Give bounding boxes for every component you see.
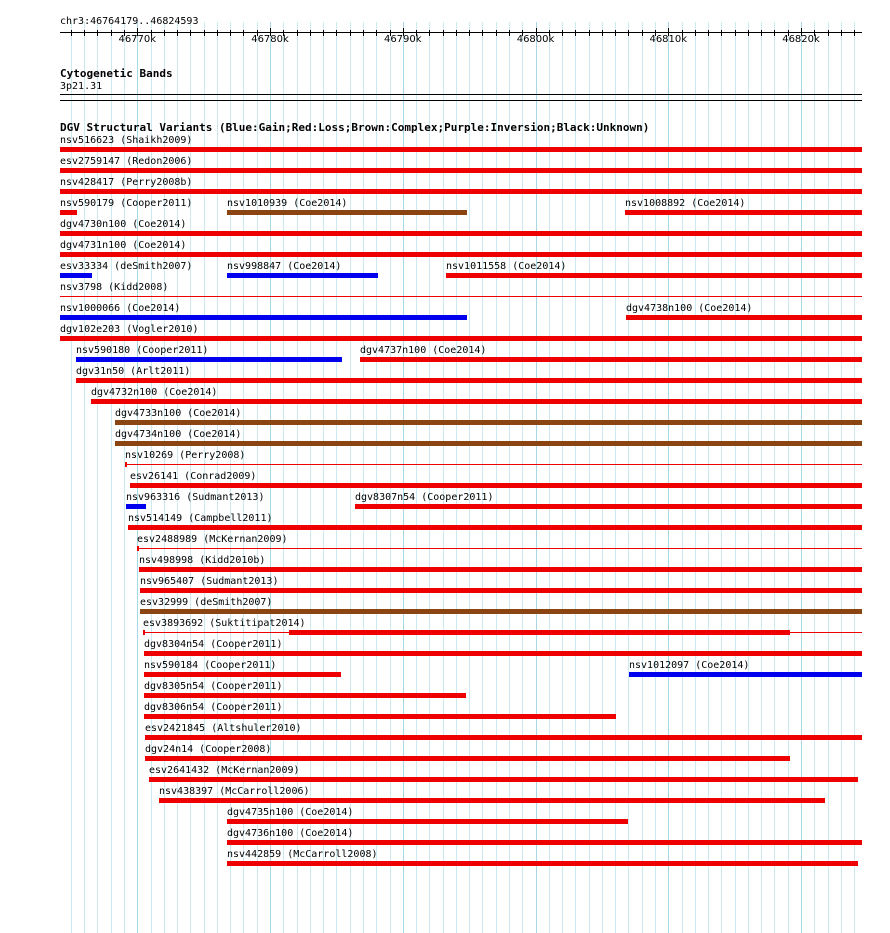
variant-bar[interactable] — [227, 861, 858, 866]
variant-label[interactable]: nsv998847 (Coe2014) — [227, 261, 342, 272]
variant-bar[interactable] — [227, 210, 466, 215]
cytoband-track-title: Cytogenetic Bands — [60, 67, 173, 80]
variant-bar[interactable] — [227, 840, 862, 845]
variant-line[interactable] — [125, 464, 862, 465]
variant-label[interactable]: nsv965407 (Sudmant2013) — [140, 576, 279, 587]
cytoband-bar-bottom — [60, 100, 862, 101]
variant-label[interactable]: nsv498998 (Kidd2010b) — [139, 555, 266, 566]
variant-line[interactable] — [137, 548, 862, 549]
variant-bar[interactable] — [60, 147, 862, 152]
ruler-tick-label: 46790k — [383, 34, 422, 45]
variant-label[interactable]: dgv8306n54 (Cooper2011) — [144, 702, 283, 713]
variant-bar[interactable] — [144, 693, 466, 698]
variant-label[interactable]: esv26141 (Conrad2009) — [130, 471, 257, 482]
variant-start-mark — [143, 630, 145, 635]
ruler-tick-label: 46820k — [782, 34, 820, 45]
variant-label[interactable]: dgv4737n100 (Coe2014) — [360, 345, 487, 356]
variant-label[interactable]: esv2759147 (Redon2006) — [60, 156, 193, 167]
variant-bar[interactable] — [145, 756, 790, 761]
variant-label[interactable]: nsv428417 (Perry2008b) — [60, 177, 193, 188]
variant-bar[interactable] — [227, 819, 628, 824]
variant-bar[interactable] — [60, 273, 92, 278]
variant-label[interactable]: esv2641432 (McKernan2009) — [149, 765, 300, 776]
variant-label[interactable]: nsv1010939 (Coe2014) — [227, 198, 348, 209]
variant-bar[interactable] — [130, 483, 862, 488]
variant-label[interactable]: dgv4738n100 (Coe2014) — [626, 303, 753, 314]
variant-label[interactable]: dgv8307n54 (Cooper2011) — [355, 492, 494, 503]
variant-label[interactable]: dgv8305n54 (Cooper2011) — [144, 681, 283, 692]
variant-label[interactable]: nsv442859 (McCarroll2008) — [227, 849, 378, 860]
variant-bar[interactable] — [626, 315, 862, 320]
variant-label[interactable]: esv33334 (deSmith2007) — [60, 261, 193, 272]
variant-bar[interactable] — [355, 504, 862, 509]
variant-label[interactable]: nsv438397 (McCarroll2006) — [159, 786, 310, 797]
ruler-tick-label: 46800k — [516, 34, 555, 45]
variant-bar[interactable] — [144, 714, 616, 719]
variant-bar[interactable] — [91, 399, 862, 404]
variant-label[interactable]: esv2488989 (McKernan2009) — [137, 534, 288, 545]
variant-label[interactable]: nsv590180 (Cooper2011) — [76, 345, 209, 356]
variant-bar[interactable] — [289, 630, 790, 635]
variant-bar[interactable] — [145, 735, 862, 740]
ruler-axis-line — [60, 32, 862, 33]
variant-bar[interactable] — [115, 420, 862, 425]
variant-start-mark — [137, 546, 139, 551]
variant-label[interactable]: nsv963316 (Sudmant2013) — [126, 492, 265, 503]
variant-label[interactable]: nsv516623 (Shaikh2009) — [60, 135, 193, 146]
variant-bar[interactable] — [60, 231, 862, 236]
variant-bar[interactable] — [629, 672, 862, 677]
variant-label[interactable]: nsv590184 (Cooper2011) — [144, 660, 277, 671]
variant-label[interactable]: dgv102e203 (Vogler2010) — [60, 324, 199, 335]
variant-label[interactable]: nsv1000066 (Coe2014) — [60, 303, 181, 314]
variant-label[interactable]: dgv31n50 (Arlt2011) — [76, 366, 191, 377]
variant-bar[interactable] — [76, 378, 862, 383]
variant-bar[interactable] — [60, 315, 467, 320]
ruler-tick-label: 46810k — [649, 34, 688, 45]
variant-bar[interactable] — [140, 588, 862, 593]
variant-bar[interactable] — [144, 651, 862, 656]
variant-label[interactable]: esv3893692 (Suktitipat2014) — [143, 618, 306, 629]
variant-bar[interactable] — [128, 525, 862, 530]
variant-bar[interactable] — [115, 441, 862, 446]
variant-label[interactable]: dgv4734n100 (Coe2014) — [115, 429, 242, 440]
variant-bar[interactable] — [159, 798, 825, 803]
variant-label[interactable]: nsv1008892 (Coe2014) — [625, 198, 746, 209]
variant-start-mark — [125, 462, 127, 467]
variant-bar[interactable] — [625, 210, 862, 215]
variant-label[interactable]: esv2421845 (Altshuler2010) — [145, 723, 302, 734]
variant-label[interactable]: nsv590179 (Cooper2011) — [60, 198, 193, 209]
dgv-track-title: DGV Structural Variants (Blue:Gain;Red:Loss;Brown:Complex;Purple:Inversion;Black:Unknown) — [60, 121, 650, 134]
variant-label[interactable]: dgv4733n100 (Coe2014) — [115, 408, 242, 419]
ruler-range-label: chr3:46764179..46824593 — [60, 16, 199, 27]
variant-label[interactable]: nsv10269 (Perry2008) — [125, 450, 246, 461]
variant-label[interactable]: nsv514149 (Campbell2011) — [128, 513, 273, 524]
variant-label[interactable]: dgv8304n54 (Cooper2011) — [144, 639, 283, 650]
variant-label[interactable]: dgv4736n100 (Coe2014) — [227, 828, 354, 839]
variant-bar[interactable] — [60, 210, 77, 215]
variant-label[interactable]: dgv24n14 (Cooper2008) — [145, 744, 272, 755]
variant-bar[interactable] — [446, 273, 862, 278]
ruler-tick-label: 46770k — [118, 34, 157, 45]
variant-bar[interactable] — [360, 357, 862, 362]
variant-bar[interactable] — [140, 609, 862, 614]
variant-label[interactable]: dgv4730n100 (Coe2014) — [60, 219, 187, 230]
variant-label[interactable]: esv32999 (deSmith2007) — [140, 597, 273, 608]
cytoband-bar-top — [60, 94, 862, 95]
variant-bar[interactable] — [60, 252, 862, 257]
variant-bar[interactable] — [76, 357, 341, 362]
variant-bar[interactable] — [139, 567, 862, 572]
variant-bar[interactable] — [60, 336, 862, 341]
variant-bar[interactable] — [126, 504, 146, 509]
variant-bar[interactable] — [60, 168, 862, 173]
variant-bar[interactable] — [149, 777, 858, 782]
variant-label[interactable]: nsv1011558 (Coe2014) — [446, 261, 567, 272]
variant-bar[interactable] — [144, 672, 340, 677]
cytoband-label[interactable]: 3p21.31 — [60, 81, 103, 92]
variant-label[interactable]: dgv4735n100 (Coe2014) — [227, 807, 354, 818]
variant-bar[interactable] — [227, 273, 377, 278]
ruler-tick-label: 46780k — [251, 34, 289, 45]
variant-label[interactable]: dgv4732n100 (Coe2014) — [91, 387, 218, 398]
variant-label[interactable]: nsv3798 (Kidd2008) — [60, 282, 169, 293]
variant-bar[interactable] — [60, 189, 862, 194]
variant-line[interactable] — [60, 296, 862, 297]
variant-label[interactable]: nsv1012097 (Coe2014) — [629, 660, 750, 671]
variant-label[interactable]: dgv4731n100 (Coe2014) — [60, 240, 187, 251]
